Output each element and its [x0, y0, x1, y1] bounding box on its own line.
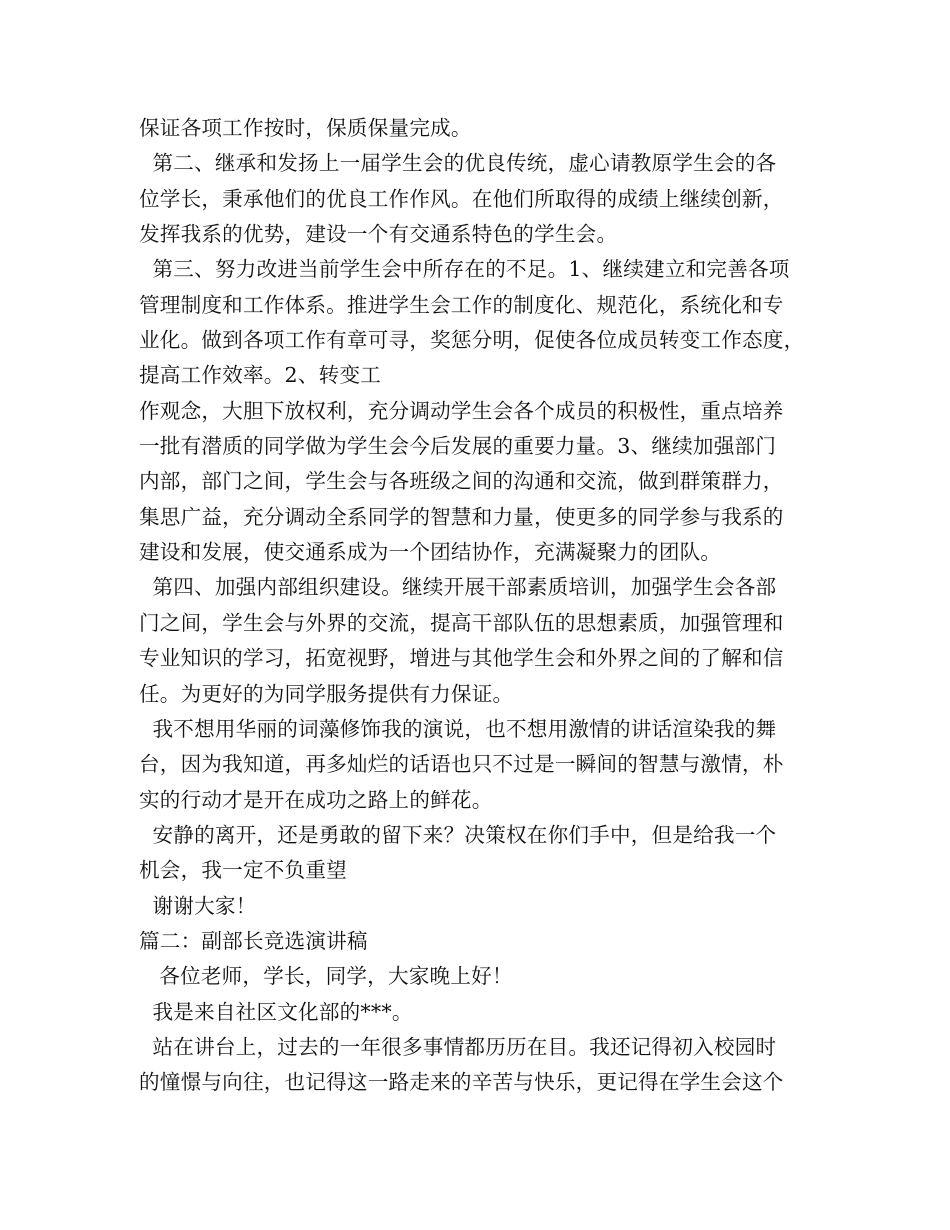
text-line: 我不想用华丽的词藻修饰我的演说，也不想用激情的讲话渲染我的舞	[139, 716, 777, 741]
text-line: 站在讲台上，过去的一年很多事情都历历在目。我还记得初入校园时	[139, 1034, 777, 1059]
text-line: 第二、继承和发扬上一届学生会的优良传统，虚心请教原学生会的各	[139, 151, 777, 176]
text-line: 作观念，大胆下放权利，充分调动学生会各个成员的积极性，重点培养	[139, 398, 784, 423]
section-heading: 篇二：副部长竞选演讲稿	[139, 928, 368, 953]
text-line: 门之间，学生会与外界的交流，提高干部队伍的思想素质，加强管理和	[139, 610, 784, 635]
text-line: 专业知识的学习，拓宽视野，增进与其他学生会和外界之间的了解和信	[139, 646, 784, 671]
text-line: 业化。做到各项工作有章可寻，奖惩分明，促使各位成员转变工作态度，	[139, 328, 805, 353]
text-line: 的憧憬与向往，也记得这一路走来的辛苦与快乐，更记得在学生会这个	[139, 1070, 784, 1095]
document-body	[139, 111, 829, 1101]
text-line: 第四、加强内部组织建设。继续开展干部素质培训，加强学生会各部	[139, 575, 777, 600]
greeting-line: 各位老师，学长，同学，大家晚上好！	[139, 964, 513, 989]
text-line: 内部，部门之间，学生会与各班级之间的沟通和交流，做到群策群力，	[139, 469, 784, 494]
text-line: 保证各项工作按时，保质保量完成。	[139, 116, 472, 140]
text-line: 一批有潜质的同学做为学生会今后发展的重要力量。3、继续加强部门	[139, 434, 777, 459]
text-line: 谢谢大家！	[139, 893, 257, 918]
text-line: 提高工作效率。2、转变工	[139, 363, 382, 388]
text-line: 任。为更好的为同学服务提供有力保证。	[139, 681, 514, 706]
text-line: 建设和发展，使交通系成为一个团结协作，充满凝聚力的团队。	[139, 540, 722, 565]
text-line: 安静的离开，还是勇敢的留下来？决策权在你们手中，但是给我一个	[139, 822, 777, 847]
text-line: 第三、努力改进当前学生会中所存在的不足。1、继续建立和完善各项	[139, 257, 790, 282]
text-line: 集思广益，充分调动全系同学的智慧和力量，使更多的同学参与我系的	[139, 504, 784, 529]
text-line: 台，因为我知道，再多灿烂的话语也只不过是一瞬间的智慧与激情，朴	[139, 752, 784, 777]
text-line: 机会，我一定不负重望	[139, 858, 347, 883]
text-line: 位学长，秉承他们的优良工作作风。在他们所取得的成绩上继续创新，	[139, 186, 784, 211]
text-line: 发挥我系的优势，建设一个有交通系特色的学生会。	[139, 222, 618, 247]
text-line: 我是来自社区文化部的***。	[139, 999, 413, 1024]
text-line: 管理制度和工作体系。推进学生会工作的制度化、规范化，系统化和专	[139, 292, 784, 317]
text-line: 实的行动才是开在成功之路上的鲜花。	[139, 787, 493, 812]
